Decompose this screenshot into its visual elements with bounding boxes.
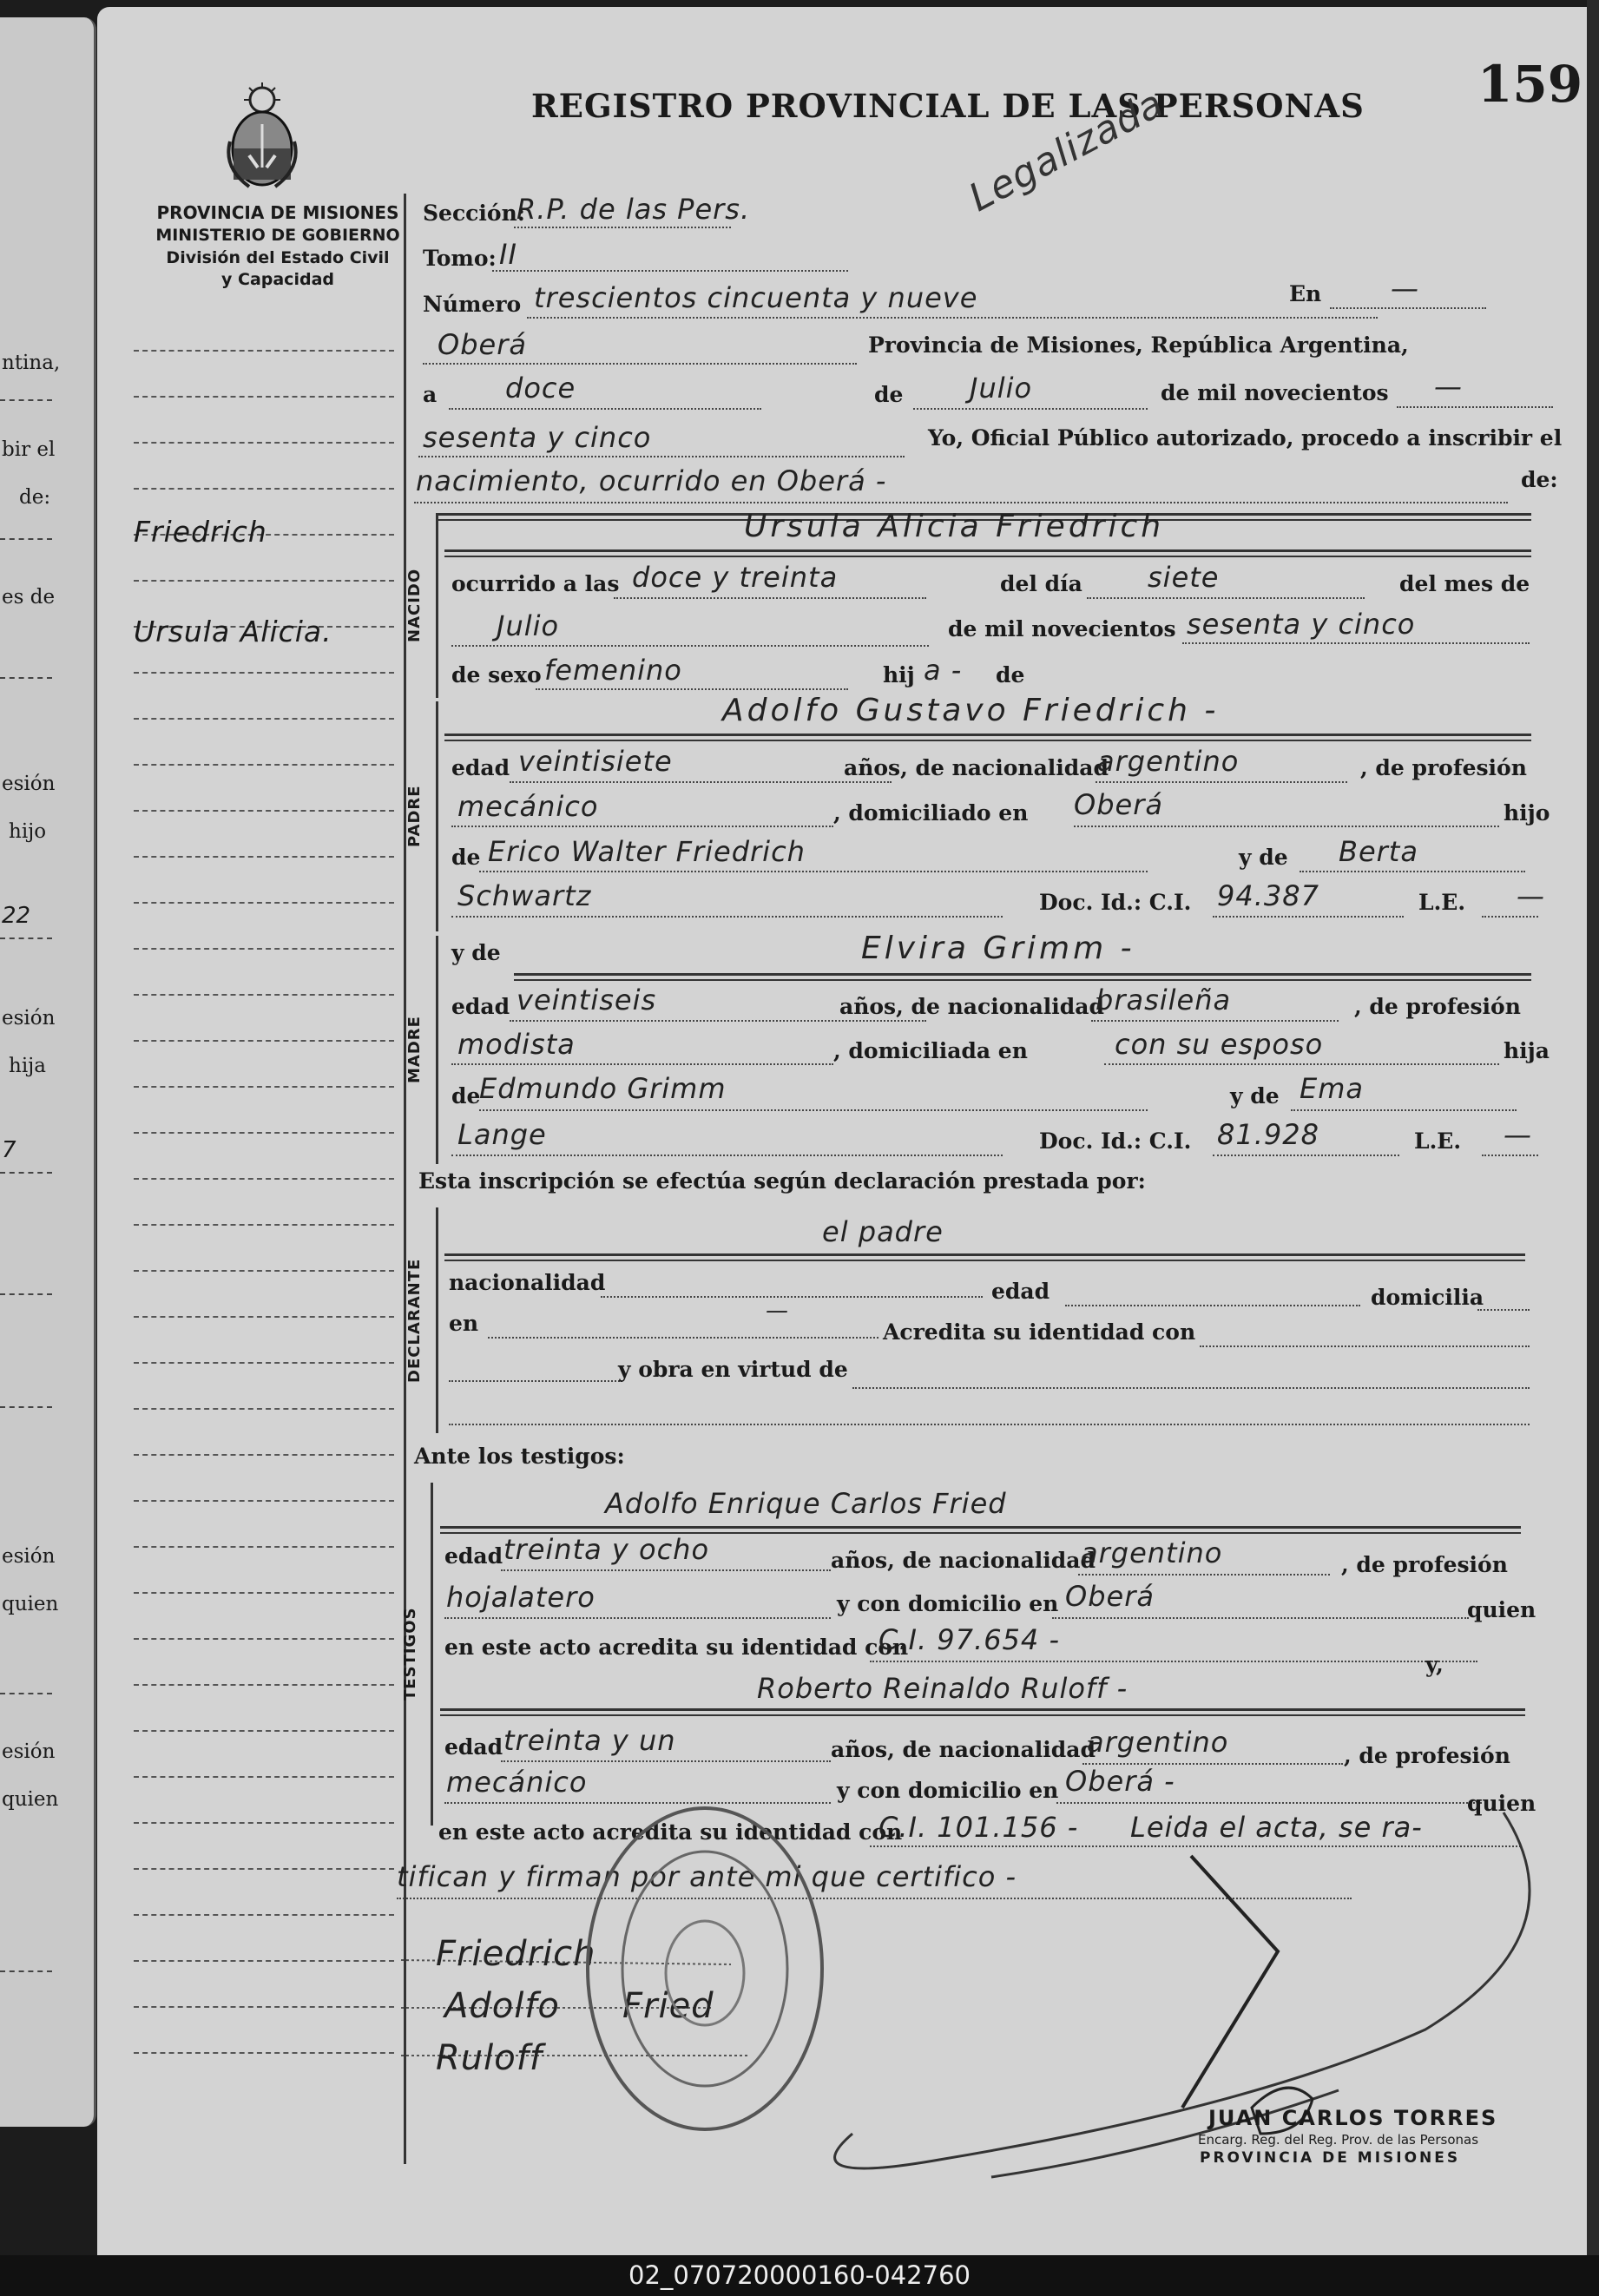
madre-le-line (1482, 1155, 1538, 1156)
witness2-quien-label: quien (1467, 1791, 1536, 1816)
margin-ruled-line (134, 810, 394, 812)
signature-friedrich: Friedrich (436, 1934, 596, 1974)
witness2-name-rule (440, 1708, 1525, 1716)
madre-father-of: Edmundo Grimm (479, 1072, 727, 1105)
margin-ruled-line (134, 1868, 394, 1870)
padre-edad-value: veintisiete (518, 745, 673, 778)
mes-value: Julio (497, 609, 560, 642)
padre-doc-label: Doc. Id.: C.I. (1039, 890, 1192, 915)
prev-page-line (0, 399, 52, 401)
witness1-nacionalidad-value: argentino (1081, 1536, 1223, 1569)
witness1-profesion-line (444, 1617, 831, 1619)
ocurrido-label: ocurrido a las (451, 571, 620, 596)
margin-ruled-line (134, 1178, 394, 1180)
margin-given-names: Ursula Alicia. (134, 615, 332, 648)
padre-profesion-value: mecánico (457, 790, 599, 823)
margin-ruled-line (134, 1730, 394, 1732)
margin-ruled-line (134, 442, 394, 444)
margin-ruled-line (134, 396, 394, 398)
declarante-blank-line (449, 1424, 1530, 1425)
prev-page-fragment: esión (2, 1545, 56, 1568)
madre-le-value: — (1504, 1118, 1532, 1151)
page-number: 159 (1477, 55, 1583, 114)
month-line (913, 408, 1148, 410)
numero-line (527, 317, 1378, 319)
nacido-side-label: NACIDO (405, 568, 424, 643)
prev-page-line (0, 677, 52, 679)
prev-page-fragment: quien (2, 1593, 59, 1615)
margin-ruled-line (134, 1362, 394, 1364)
witness2-name: Roberto Reinaldo Ruloff - (757, 1672, 1129, 1705)
padre-domiciliado-label: , domiciliado en (833, 800, 1029, 826)
hora-line (614, 597, 926, 599)
declarante-obra-line-1 (449, 1380, 622, 1382)
prev-page-fragment: ntina, (2, 352, 61, 374)
seccion-line (514, 227, 731, 228)
child-name-rule (444, 549, 1531, 557)
witness2-edad-line (501, 1760, 831, 1762)
year-prefix: de mil novecientos (1161, 380, 1389, 405)
provincia-text: Provincia de Misiones, República Argentina, (868, 332, 1409, 358)
year-line (418, 456, 905, 457)
testigos-side-label: TESTIGOS (401, 1607, 419, 1701)
margin-ruled-line (134, 1776, 394, 1778)
dia-value: siete (1148, 561, 1220, 594)
sexo-label: de sexo (451, 662, 542, 687)
margin-ruled-line (134, 350, 394, 352)
tomo-line (492, 270, 848, 272)
witness1-domicilio-value: Oberá (1065, 1580, 1155, 1613)
padre-profesion-line (451, 826, 833, 827)
en-label: En (1289, 281, 1322, 306)
witness1-edad-value: treinta y ocho (503, 1533, 710, 1566)
padre-nacionalidad-value: argentino (1097, 745, 1240, 778)
en-value: — (1391, 272, 1419, 305)
archive-id-bar (0, 2255, 1599, 2296)
official-name: JUAN CARLOS TORRES (1208, 2106, 1498, 2130)
witness2-doc-value: C.I. 101.156 - (878, 1811, 1079, 1844)
del-dia-label: del día (1000, 571, 1082, 596)
declarante-en-line (488, 1337, 878, 1339)
child-name: Ursula Alicia Friedrich (744, 509, 1165, 544)
margin-ruled-line (134, 1960, 394, 1962)
prev-page-fragment: hija (9, 1055, 47, 1077)
archive-id: 02_070720000160-042760 (628, 2260, 971, 2290)
declarante-name-rule (444, 1253, 1525, 1261)
anio-line (1182, 642, 1530, 644)
madre-anos-label: años, de nacionalidad (839, 994, 1104, 1019)
signature-ruloff: Ruloff (436, 2038, 543, 2078)
margin-ruled-line (134, 2006, 394, 2008)
mes-line (451, 645, 929, 647)
madre-edad-value: veintiseis (517, 984, 657, 1016)
declarante-nacionalidad-line (601, 1296, 983, 1298)
madre-hija-label: hija (1504, 1038, 1550, 1063)
city-value: Oberá (438, 328, 527, 361)
numero-value: trescientos cincuenta y nueve (534, 281, 978, 314)
witness1-domicilio-line (1052, 1617, 1469, 1619)
madre-edad-line (510, 1020, 926, 1022)
witness-y-label: y, (1425, 1652, 1444, 1677)
coat-of-arms-icon (223, 81, 301, 194)
year-value: sesenta y cinco (423, 421, 652, 454)
padre-father-of: Erico Walter Friedrich (488, 835, 806, 868)
event-line (414, 502, 1508, 503)
padre-domicilio-line (1074, 826, 1499, 827)
witness1-profesion-value: hojalatero (446, 1581, 596, 1614)
witness1-doc-value: C.I. 97.654 - (878, 1623, 1060, 1656)
del-mes-label: del mes de (1399, 571, 1530, 596)
hora-value: doce y treinta (632, 561, 839, 594)
madre-domicilio-line (1104, 1063, 1499, 1065)
authority-ministry: MINISTERIO DE GOBIERNO (155, 226, 400, 245)
padre-nacionalidad-line (1096, 781, 1347, 783)
tomo-label: Tomo: (423, 246, 497, 271)
madre-y-de-label-2: y de (1230, 1083, 1280, 1109)
day-line (449, 408, 761, 410)
mother-name: Elvira Grimm - (861, 931, 1135, 966)
tomo-value: II (499, 238, 517, 271)
madre-edad-label: edad (451, 994, 510, 1019)
date-a-label: a (423, 382, 438, 407)
sexo-line (536, 688, 848, 690)
margin-ruled-line (134, 1316, 394, 1318)
margin-surname: Friedrich (134, 515, 267, 549)
testigos-intro: Ante los testigos: (414, 1444, 625, 1469)
witness2-edad-label: edad (444, 1734, 503, 1760)
prev-page-fragment: hijo (9, 820, 47, 843)
city-line (423, 363, 857, 365)
madre-profesion-line (451, 1063, 833, 1065)
margin-ruled-line (134, 902, 394, 904)
margin-ruled-line (134, 1500, 394, 1502)
padre-domicilio-value: Oberá (1074, 788, 1163, 821)
witness1-domicilio-label: y con domicilio en (837, 1591, 1059, 1616)
madre-domicilio-value: con su esposo (1115, 1028, 1324, 1061)
seccion-label: Sección: (423, 201, 525, 226)
en-line (1330, 307, 1486, 309)
margin-ruled-line (134, 1822, 394, 1824)
padre-hijo-label: hijo (1504, 800, 1550, 826)
previous-page-edge (0, 17, 96, 2127)
margin-ruled-line (134, 1132, 394, 1134)
padre-anos-label: años, de nacionalidad (844, 755, 1109, 780)
declarante-edad-label: edad (991, 1279, 1050, 1304)
scan-edge (1587, 0, 1599, 2255)
witness2-anos-label: años, de nacionalidad (831, 1737, 1096, 1762)
certificate-page (97, 7, 1599, 2255)
padre-le-value: — (1517, 879, 1545, 912)
padre-le-line (1482, 916, 1538, 918)
prev-page-line (0, 937, 52, 939)
margin-ruled-line (134, 2052, 394, 2054)
witness1-name: Adolfo Enrique Carlos Fried (605, 1487, 1007, 1520)
madre-domiciliada-label: , domiciliada en (833, 1038, 1028, 1063)
padre-side-label: PADRE (405, 785, 424, 848)
padre-mother-of-1: Berta (1339, 835, 1418, 868)
witness1-acredita-label: en este acto acredita su identidad con (444, 1635, 909, 1660)
prev-page-line (0, 538, 52, 540)
madre-doc-line (1213, 1155, 1399, 1156)
father-name: Adolfo Gustavo Friedrich - (722, 693, 1220, 728)
madre-side-label: MADRE (405, 1016, 424, 1084)
madre-y-de-label: y de (451, 940, 501, 965)
declarante-obra-line-2 (852, 1387, 1530, 1389)
margin-ruled-line (134, 488, 394, 490)
official-province: PROVINCIA DE MISIONES (1200, 2149, 1461, 2167)
prev-page-fragment: quien (2, 1788, 59, 1811)
margin-ruled-line (134, 672, 394, 674)
padre-mother-line-2 (451, 916, 1003, 918)
padre-edad-label: edad (451, 755, 510, 780)
official-seal-icon (579, 1795, 831, 2142)
declarante-en-label: en (449, 1311, 479, 1336)
prev-page-line (0, 1693, 52, 1694)
declarante-domicilia-label: domicilia (1371, 1285, 1484, 1310)
declarante-name: el padre (822, 1215, 944, 1248)
closing-line-1: Leida el acta, se ra- (1130, 1811, 1423, 1844)
madre-nacionalidad-line (1091, 1020, 1339, 1022)
prev-page-fragment: esión (2, 1007, 56, 1030)
witness1-quien-label: quien (1467, 1597, 1536, 1622)
prev-page-line (0, 1293, 52, 1295)
margin-ruled-line (134, 580, 394, 582)
declarante-side-label: DECLARANTE (405, 1258, 424, 1383)
margin-ruled-line (134, 1040, 394, 1042)
madre-profesion-label: , de profesión (1354, 994, 1521, 1019)
prev-page-handwriting: 7 (2, 1137, 16, 1163)
prev-page-fragment: esión (2, 773, 56, 795)
declarante-en-dash: — (766, 1298, 789, 1324)
witness1-edad-line (501, 1569, 831, 1571)
legalizada-annotation: Legalizada (962, 81, 1172, 221)
padre-mother-line (1300, 871, 1525, 872)
margin-ruled-line (134, 1224, 394, 1226)
madre-mother-of-2: Lange (457, 1118, 547, 1151)
padre-mother-of-2: Schwartz (457, 879, 592, 912)
witness1-nacionalidad-line (1078, 1574, 1330, 1576)
witness1-anos-label: años, de nacionalidad (831, 1548, 1096, 1573)
closing-line-2: tifican y firman por ante mi que certifico - (397, 1860, 1017, 1893)
hij-value: a - (924, 654, 963, 687)
padre-parent-line (479, 871, 1148, 872)
nacido-de-label: de (996, 662, 1025, 687)
witness1-edad-label: edad (444, 1543, 503, 1569)
madre-profesion-value: modista (457, 1028, 576, 1061)
father-name-rule (444, 734, 1531, 741)
declarante-domicilia-line (1477, 1309, 1530, 1311)
prev-page-fragment: esión (2, 1740, 56, 1763)
witness2-domicilio-label: y con domicilio en (837, 1778, 1059, 1803)
declarante-acredita-label: Acredita su identidad con (883, 1319, 1196, 1345)
sexo-value: femenino (544, 654, 682, 687)
padre-y-de-label: y de (1239, 845, 1288, 870)
hij-label: hij (883, 662, 915, 687)
madre-de-label: de (451, 1083, 481, 1109)
margin-ruled-line (134, 856, 394, 858)
madre-parent-line (479, 1109, 1148, 1111)
margin-ruled-line (134, 1684, 394, 1686)
padre-doc-line (1213, 916, 1404, 918)
margin-ruled-line (134, 994, 394, 996)
numero-label: Número (423, 292, 522, 317)
prev-page-line (0, 1970, 52, 1972)
oficial-text: Yo, Oficial Público autorizado, procedo a inscribir el (928, 425, 1563, 451)
authority-province: PROVINCIA DE MISIONES (156, 202, 399, 223)
witness1-doc-line (870, 1661, 1477, 1662)
de-colon-label: de: (1521, 467, 1558, 492)
event-value: nacimiento, ocurrido en Oberá - (416, 464, 887, 497)
declarante-edad-line (1065, 1305, 1360, 1306)
date-de-label: de (874, 382, 904, 407)
day-value: doce (505, 372, 576, 405)
prev-page-handwriting: 22 (2, 903, 31, 929)
signature-adolfo: Adolfo (444, 1986, 560, 2026)
margin-ruled-line (134, 1914, 394, 1916)
madre-nacionalidad-value: brasileña (1096, 984, 1232, 1016)
year-dash: — (1434, 370, 1463, 403)
authority-capacidad: y Capacidad (221, 270, 334, 290)
prev-page-line (0, 1172, 52, 1174)
declarante-acredita-line (1200, 1345, 1530, 1347)
month-value: Julio (970, 372, 1033, 405)
document-title: REGISTRO PROVINCIAL DE LAS PERSONAS (531, 87, 1365, 125)
declarante-obra-label: y obra en virtud de (618, 1357, 848, 1382)
margin-ruled-line (134, 764, 394, 766)
padre-doc-value: 94.387 (1217, 879, 1319, 912)
margin-ruled-line (134, 1546, 394, 1548)
signature-fried: Fried (622, 1986, 714, 2026)
authority-division: División del Estado Civil (166, 247, 390, 267)
madre-mother-line (1291, 1109, 1517, 1111)
prev-page-fragment: es de (2, 586, 56, 609)
margin-ruled-line (134, 1638, 394, 1640)
official-title: Encarg. Reg. del Reg. Prov. de las Personas (1198, 2132, 1479, 2148)
witness2-domicilio-value: Oberá - (1065, 1765, 1175, 1798)
witness2-profesion-label: , de profesión (1344, 1743, 1510, 1768)
padre-edad-line (510, 781, 892, 783)
mil-label: de mil novecientos (948, 616, 1176, 641)
madre-le-label: L.E. (1414, 1128, 1462, 1154)
witness2-profesion-value: mecánico (446, 1766, 588, 1799)
margin-ruled-line (134, 718, 394, 720)
year-prefix-line (1397, 406, 1553, 408)
padre-de-label: de (451, 845, 481, 870)
madre-doc-label: Doc. Id.: C.I. (1039, 1128, 1192, 1154)
margin-ruled-line (134, 1592, 394, 1594)
dia-line (1087, 597, 1365, 599)
mother-name-rule (514, 973, 1531, 981)
margin-ruled-line (134, 1270, 394, 1272)
margin-ruled-line (134, 1408, 394, 1410)
madre-doc-value: 81.928 (1217, 1118, 1319, 1151)
padre-le-label: L.E. (1418, 890, 1466, 915)
witness2-nacionalidad-value: argentino (1087, 1726, 1229, 1759)
margin-ruled-line (134, 1454, 394, 1456)
issuing-authority (130, 201, 425, 292)
seccion-value: R.P. de las Pers. (517, 193, 751, 226)
margin-ruled-line (134, 948, 394, 950)
declarante-nacionalidad-label: nacionalidad (449, 1270, 606, 1295)
prev-page-fragment: de: (19, 486, 51, 509)
anio-value: sesenta y cinco (1187, 608, 1416, 641)
madre-mother-line-2 (451, 1155, 1003, 1156)
madre-mother-of-1: Ema (1300, 1072, 1364, 1105)
margin-ruled-line (134, 1086, 394, 1088)
witness1-profesion-label: , de profesión (1341, 1552, 1508, 1577)
prev-page-line (0, 1406, 52, 1408)
padre-profesion-label: , de profesión (1360, 755, 1527, 780)
prev-page-fragment: bir el (2, 438, 56, 461)
witness2-acredita-label: en este acto acredita su identidad con (438, 1819, 903, 1845)
witness2-edad-value: treinta y un (503, 1724, 676, 1757)
declaracion-intro: Esta inscripción se efectúa según declaración prestada por: (418, 1168, 1146, 1194)
